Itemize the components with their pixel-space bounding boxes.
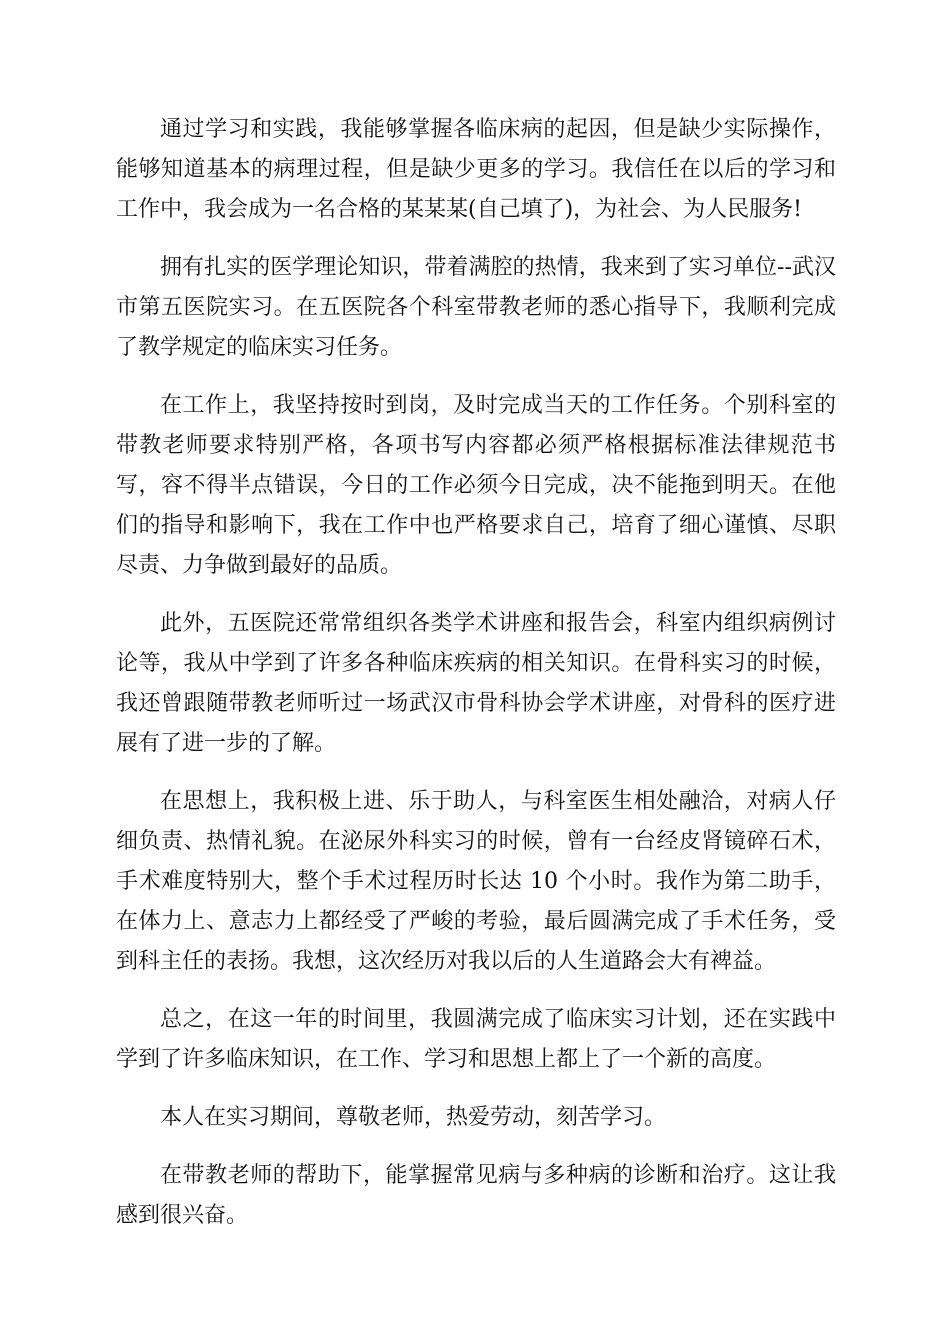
paragraph-3: 在工作上，我坚持按时到岗，及时完成当天的工作任务。个别科室的带教老师要求特别严格，各项书写内容都必须严格根据标准法律规范书写，容不得半点错误，今日的工作必须今日完成，决不能拖到明天。在他们的指导和影响下，我在工作中也严格要求自己，培育了细心谨慎、尽职尽责、力争做到最好的品质。: [116, 393, 836, 578]
paragraph-6: 总之，在这一年的时间里，我圆满完成了临床实习计划，还在实践中学到了许多临床知识，在工作、学习和思想上都上了一个新的高度。: [116, 1007, 836, 1072]
paragraph-7: 本人在实习期间，尊敬老师，热爱劳动，刻苦学习。: [160, 1105, 667, 1130]
paragraph-2: 拥有扎实的医学理论知识，带着满腔的热情，我来到了实习单位--武汉市第五医院实习。在五医院各个科室带教老师的悉心指导下，我顺利完成了教学规定的临床实习任务。: [116, 255, 836, 360]
paragraph-1: 通过学习和实践，我能够掌握各临床病的起因，但是缺少实际操作，能够知道基本的病理过程，但是缺少更多的学习。我信任在以后的学习和工作中，我会成为一名合格的某某某(自己填了)，为社会、为人民服务!: [116, 117, 836, 222]
paragraph-5: 在思想上，我积极上进、乐于助人，与科室医生相处融洽，对病人仔细负责、热情礼貌。在泌尿外科实习的时候，曾有一台经皮肾镜碎石术，手术难度特别大，整个手术过程历时长达 10 个小时。我作为第二助手，在体力上、意志力上都经受了严峻的考验，最后圆满完成了手术任务，受到科主任的表扬。我想，这次经历对我以后的人生道路会大有裨益。: [116, 789, 836, 974]
paragraph-8: 在带教老师的帮助下，能掌握常见病与多种病的诊断和治疗。这让我感到很兴奋。: [116, 1163, 836, 1228]
document-body: [116, 110, 836, 1254]
paragraph-4: 此外，五医院还常常组织各类学术讲座和报告会，科室内组织病例讨论等，我从中学到了许多各种临床疾病的相关知识。在骨科实习的时候，我还曾跟随带教老师听过一场武汉市骨科协会学术讲座，对骨科的医疗进展有了进一步的了解。: [116, 611, 836, 756]
